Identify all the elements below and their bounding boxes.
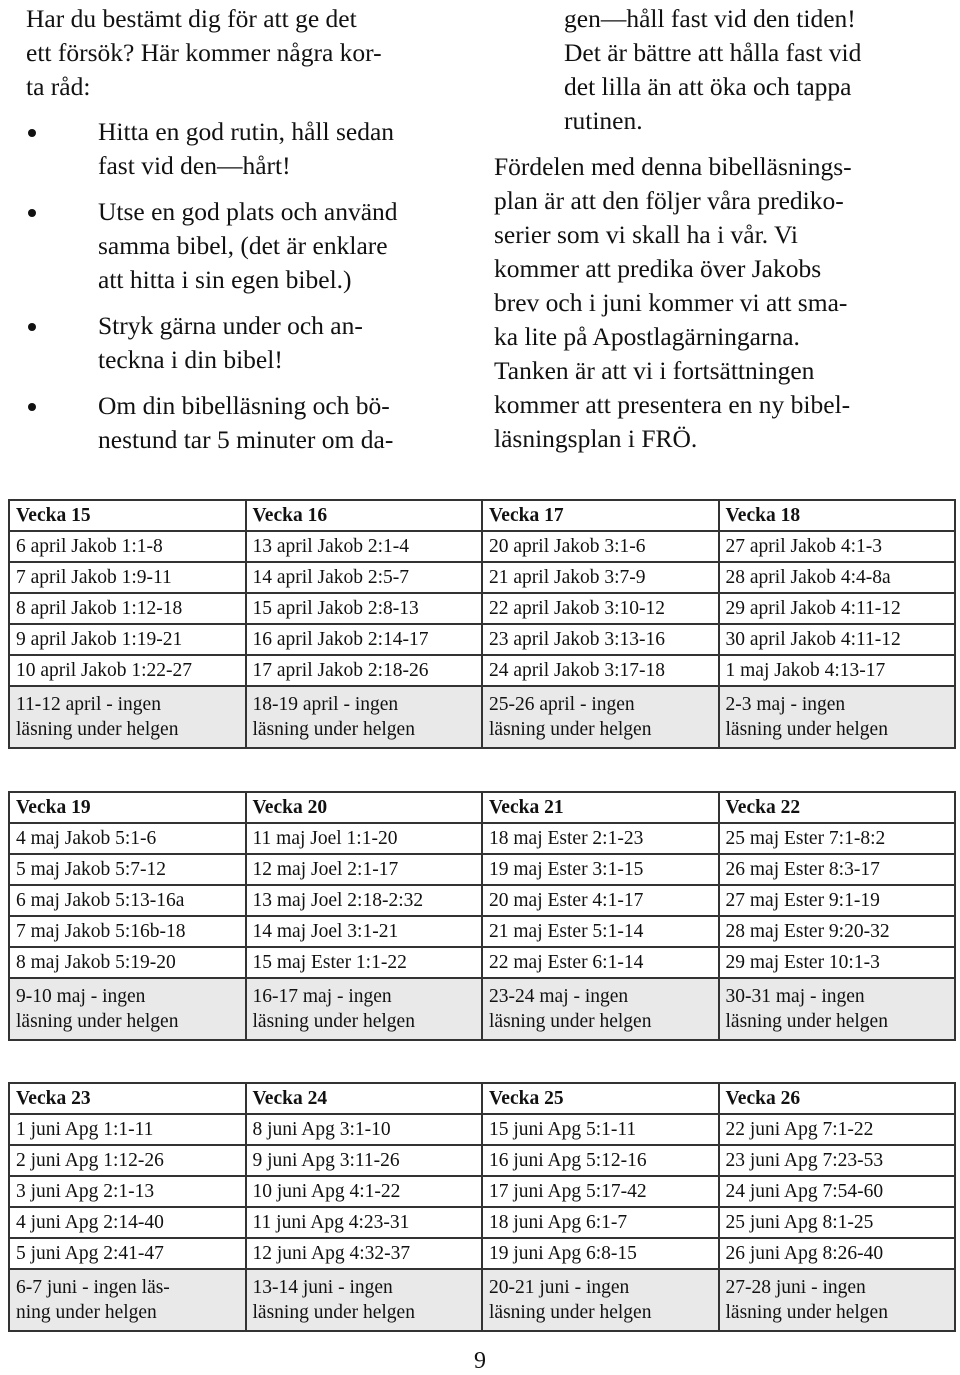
reading-cell: 27 april Jakob 4:1-3: [719, 531, 956, 562]
reading-row: [9, 1238, 955, 1269]
reading-cell: 29 maj Ester 10:1-3: [719, 947, 956, 978]
reading-row: [9, 947, 955, 978]
weekend-cell: [246, 978, 483, 1040]
reading-cell: 22 april Jakob 3:10-12: [482, 593, 719, 624]
reading-cell: 8 april Jakob 1:12-18: [9, 593, 246, 624]
weekend-row: [9, 978, 955, 1040]
reading-cell: 29 april Jakob 4:11-12: [719, 593, 956, 624]
paragraph-line: kommer att presentera en ny bibel-: [494, 390, 851, 419]
reading-cell: 21 maj Ester 5:1-14: [482, 916, 719, 947]
weekend-row: [9, 686, 955, 748]
weekend-line: 18-19 april - ingen: [252, 694, 399, 715]
tip-line: Stryk gärna under och an-: [98, 311, 363, 340]
reading-cell: 10 juni Apg 4:1-22: [246, 1176, 483, 1207]
tip-line: Om din bibelläsning och bö-: [98, 391, 390, 420]
reading-cell: 20 april Jakob 3:1-6: [482, 531, 719, 562]
weekend-row: [9, 1269, 955, 1331]
reading-cell: 11 maj Joel 1:1-20: [246, 823, 483, 854]
reading-row: [9, 1114, 955, 1145]
weekend-line: 27-28 juni - ingen: [725, 1277, 866, 1298]
reading-cell: 18 juni Apg 6:1-7: [482, 1207, 719, 1238]
weekend-cell: [482, 1269, 719, 1331]
reading-cell: 15 juni Apg 5:1-11: [482, 1114, 719, 1145]
reading-cell: 17 juni Apg 5:17-42: [482, 1176, 719, 1207]
weekend-line: läsning under helgen: [16, 719, 179, 740]
tip-line: nestund tar 5 minuter om da-: [98, 425, 394, 454]
tip-line: Utse en god plats och använd: [98, 197, 398, 226]
week-header: Vecka 20: [246, 792, 483, 823]
week-header: Vecka 16: [246, 500, 483, 531]
reading-cell: 11 juni Apg 4:23-31: [246, 1207, 483, 1238]
reading-cell: 25 juni Apg 8:1-25: [719, 1207, 956, 1238]
reading-row: [9, 593, 955, 624]
right-column: [494, 2, 926, 456]
weekend-cell: [246, 1269, 483, 1331]
weekend-line: 30-31 maj - ingen: [725, 986, 865, 1007]
weekend-line: läsning under helgen: [252, 719, 415, 740]
reading-row: [9, 1207, 955, 1238]
weekend-cell: [9, 1269, 246, 1331]
left-column: [26, 2, 456, 469]
weekend-cell: [719, 978, 956, 1040]
tip-item: [26, 309, 456, 377]
reading-cell: 4 maj Jakob 5:1-6: [9, 823, 246, 854]
week-header: Vecka 22: [719, 792, 956, 823]
reading-cell: 27 maj Ester 9:1-19: [719, 885, 956, 916]
reading-cell: 28 april Jakob 4:4-8a: [719, 562, 956, 593]
reading-cell: 18 maj Ester 2:1-23: [482, 823, 719, 854]
reading-cell: 8 maj Jakob 5:19-20: [9, 947, 246, 978]
reading-cell: 4 juni Apg 2:14-40: [9, 1207, 246, 1238]
reading-cell: 19 juni Apg 6:8-15: [482, 1238, 719, 1269]
weekend-line: läsning under helgen: [725, 719, 888, 740]
reading-cell: 14 april Jakob 2:5-7: [246, 562, 483, 593]
bullet-icon: [28, 209, 36, 217]
week-header: Vecka 23: [9, 1083, 246, 1114]
reading-plan-table: [8, 791, 956, 1041]
tip-line: samma bibel, (det är enklare: [98, 231, 388, 260]
week-header-row: [9, 792, 955, 823]
reading-row: [9, 854, 955, 885]
tips-list: [26, 115, 456, 457]
weekend-cell: [9, 978, 246, 1040]
reading-cell: 23 april Jakob 3:13-16: [482, 624, 719, 655]
reading-row: [9, 624, 955, 655]
weekend-cell: [246, 686, 483, 748]
tip-line: att hitta i sin egen bibel.): [98, 265, 352, 294]
reading-cell: 13 april Jakob 2:1-4: [246, 531, 483, 562]
reading-cell: 14 maj Joel 3:1-21: [246, 916, 483, 947]
week-header-row: [9, 500, 955, 531]
weekend-line: läsning under helgen: [489, 1011, 652, 1032]
weekend-line: läsning under helgen: [489, 1302, 652, 1323]
tip-line: Det är bättre att hålla fast vid: [564, 38, 862, 67]
intro-columns: [26, 0, 926, 470]
weekend-cell: [719, 686, 956, 748]
weekend-line: 20-21 juni - ingen: [489, 1277, 630, 1298]
reading-cell: 24 juni Apg 7:54-60: [719, 1176, 956, 1207]
reading-row: [9, 885, 955, 916]
tip-item: [26, 389, 456, 457]
tip-line: teckna i din bibel!: [98, 345, 283, 374]
intro-line: Har du bestämt dig för att ge det: [26, 4, 357, 33]
weekend-line: 25-26 april - ingen: [489, 694, 635, 715]
week-header: Vecka 19: [9, 792, 246, 823]
reading-plan-table: [8, 499, 956, 749]
intro-line: ett försök? Här kommer några kor-: [26, 38, 382, 67]
weekend-cell: [9, 686, 246, 748]
reading-cell: 15 maj Ester 1:1-22: [246, 947, 483, 978]
reading-cell: 28 maj Ester 9:20-32: [719, 916, 956, 947]
weekend-line: läsning under helgen: [252, 1302, 415, 1323]
tip-line: rutinen.: [564, 106, 643, 135]
reading-cell: 6 maj Jakob 5:13-16a: [9, 885, 246, 916]
reading-cell: 20 maj Ester 4:1-17: [482, 885, 719, 916]
weekend-line: läsning under helgen: [725, 1011, 888, 1032]
weekend-line: läsning under helgen: [489, 719, 652, 740]
reading-cell: 6 april Jakob 1:1-8: [9, 531, 246, 562]
tip-line: gen—håll fast vid den tiden!: [564, 4, 856, 33]
reading-cell: 2 juni Apg 1:12-26: [9, 1145, 246, 1176]
reading-cell: 9 juni Apg 3:11-26: [246, 1145, 483, 1176]
weekend-line: läsning under helgen: [252, 1011, 415, 1032]
paragraph-line: Fördelen med denna bibelläsnings-: [494, 152, 852, 181]
weekend-line: 2-3 maj - ingen: [725, 694, 846, 715]
reading-cell: 23 juni Apg 7:23-53: [719, 1145, 956, 1176]
reading-cell: 30 april Jakob 4:11-12: [719, 624, 956, 655]
weekend-line: läsning under helgen: [16, 1011, 179, 1032]
reading-cell: 21 april Jakob 3:7-9: [482, 562, 719, 593]
reading-cell: 13 maj Joel 2:18-2:32: [246, 885, 483, 916]
paragraph-line: ka lite på Apostlagärningarna.: [494, 322, 800, 351]
weekend-line: 11-12 april - ingen: [16, 694, 161, 715]
page-number: 9: [474, 1348, 486, 1374]
bullet-icon: [28, 403, 36, 411]
week-header: Vecka 24: [246, 1083, 483, 1114]
reading-row: [9, 1145, 955, 1176]
reading-plan-table: [8, 1082, 956, 1332]
paragraph-line: läsningsplan i FRÖ.: [494, 424, 698, 453]
reading-cell: 17 april Jakob 2:18-26: [246, 655, 483, 686]
bullet-icon: [28, 323, 36, 331]
tip-item: [26, 195, 456, 297]
reading-cell: 10 april Jakob 1:22-27: [9, 655, 246, 686]
reading-row: [9, 531, 955, 562]
reading-row: [9, 1176, 955, 1207]
reading-cell: 5 maj Jakob 5:7-12: [9, 854, 246, 885]
reading-cell: 8 juni Apg 3:1-10: [246, 1114, 483, 1145]
weekend-line: 6-7 juni - ingen läs-: [16, 1277, 170, 1298]
reading-row: [9, 916, 955, 947]
bullet-icon: [28, 129, 36, 137]
reading-cell: 12 maj Joel 2:1-17: [246, 854, 483, 885]
reading-cell: 3 juni Apg 2:1-13: [9, 1176, 246, 1207]
reading-cell: 22 maj Ester 6:1-14: [482, 947, 719, 978]
reading-cell: 9 april Jakob 1:19-21: [9, 624, 246, 655]
reading-row: [9, 562, 955, 593]
reading-cell: 15 april Jakob 2:8-13: [246, 593, 483, 624]
reading-cell: 19 maj Ester 3:1-15: [482, 854, 719, 885]
weekend-line: 23-24 maj - ingen: [489, 986, 629, 1007]
week-header-row: [9, 1083, 955, 1114]
paragraph-line: brev och i juni kommer vi att sma-: [494, 288, 848, 317]
plan-paragraph: [494, 150, 926, 456]
intro-text: [26, 2, 456, 104]
weekend-line: ning under helgen: [16, 1302, 157, 1323]
weekend-cell: [719, 1269, 956, 1331]
week-header: Vecka 15: [9, 500, 246, 531]
tip-line: fast vid den—hårt!: [98, 151, 291, 180]
weekend-line: 9-10 maj - ingen: [16, 986, 146, 1007]
paragraph-line: Tanken är att vi i fortsättningen: [494, 356, 815, 385]
reading-cell: 12 juni Apg 4:32-37: [246, 1238, 483, 1269]
reading-cell: 1 juni Apg 1:1-11: [9, 1114, 246, 1145]
reading-cell: 26 maj Ester 8:3-17: [719, 854, 956, 885]
reading-cell: 25 maj Ester 7:1-8:2: [719, 823, 956, 854]
week-header: Vecka 18: [719, 500, 956, 531]
reading-cell: 22 juni Apg 7:1-22: [719, 1114, 956, 1145]
paragraph-line: kommer att predika över Jakobs: [494, 254, 822, 283]
week-header: Vecka 21: [482, 792, 719, 823]
tip-line: Hitta en god rutin, håll sedan: [98, 117, 395, 146]
week-header: Vecka 26: [719, 1083, 956, 1114]
tip-item: [26, 115, 456, 183]
weekend-line: 16-17 maj - ingen: [252, 986, 392, 1007]
reading-cell: 24 april Jakob 3:17-18: [482, 655, 719, 686]
intro-line: ta råd:: [26, 72, 91, 101]
weekend-line: läsning under helgen: [725, 1302, 888, 1323]
reading-cell: 16 april Jakob 2:14-17: [246, 624, 483, 655]
paragraph-line: serier som vi skall ha i vår. Vi: [494, 220, 798, 249]
weekend-cell: [482, 686, 719, 748]
reading-cell: 7 april Jakob 1:9-11: [9, 562, 246, 593]
week-header: Vecka 25: [482, 1083, 719, 1114]
reading-cell: 1 maj Jakob 4:13-17: [719, 655, 956, 686]
reading-cell: 5 juni Apg 2:41-47: [9, 1238, 246, 1269]
tip-continuation: [564, 2, 926, 138]
weekend-line: 13-14 juni - ingen: [252, 1277, 393, 1298]
reading-row: [9, 823, 955, 854]
tip-line: det lilla än att öka och tappa: [564, 72, 852, 101]
paragraph-line: plan är att den följer våra prediko-: [494, 186, 844, 215]
reading-cell: 26 juni Apg 8:26-40: [719, 1238, 956, 1269]
week-header: Vecka 17: [482, 500, 719, 531]
reading-cell: 16 juni Apg 5:12-16: [482, 1145, 719, 1176]
reading-row: [9, 655, 955, 686]
weekend-cell: [482, 978, 719, 1040]
reading-cell: 7 maj Jakob 5:16b-18: [9, 916, 246, 947]
